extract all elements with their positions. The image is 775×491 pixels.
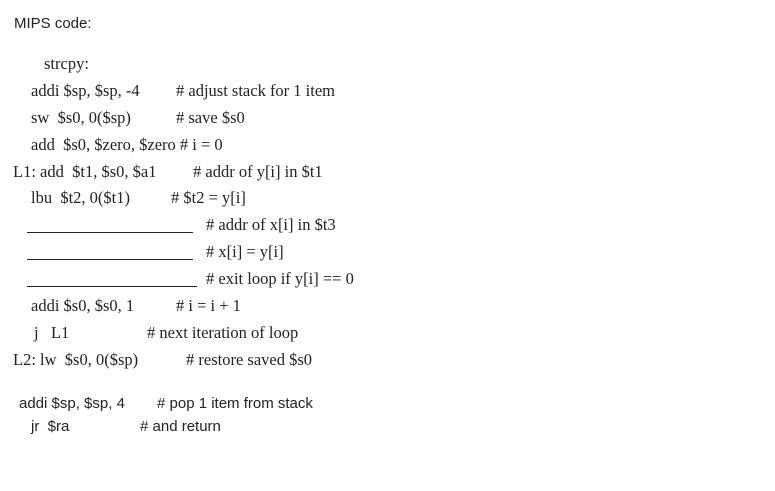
- code-line-4-comment: # addr of y[i] in $t1: [193, 162, 323, 181]
- code-line-4-instruction: L1: add $t1, $s0, $a1: [13, 162, 157, 181]
- code-line-3: add $s0, $zero, $zero # i = 0: [31, 135, 223, 154]
- code-line-2-instruction: sw $s0, 0($sp): [31, 108, 131, 127]
- blank-line-2-comment: # x[i] = y[i]: [206, 242, 284, 261]
- blank-line-3: [27, 286, 197, 287]
- code-line-9-instruction: addi $s0, $s0, 1: [31, 296, 135, 315]
- code-line-11-instruction: L2: lw $s0, 0($sp): [13, 350, 139, 369]
- blank-line-2: [27, 259, 193, 260]
- code-line-1-comment: # adjust stack for 1 item: [176, 81, 336, 100]
- code-line-5-instruction: lbu $t2, 0($t1): [31, 188, 130, 207]
- page-header: MIPS code:: [14, 15, 92, 32]
- code-line-10-instruction: j L1: [34, 323, 70, 342]
- code-line-12-instruction: addi $sp, $sp, 4: [19, 395, 125, 412]
- code-line-13-instruction: jr $ra: [31, 418, 70, 435]
- code-line-5-comment: # $t2 = y[i]: [171, 188, 246, 207]
- blank-line-1: [27, 232, 193, 233]
- code-line-12-comment: # pop 1 item from stack: [157, 395, 313, 412]
- code-line-11-comment: # restore saved $s0: [186, 350, 313, 369]
- code-line-2-comment: # save $s0: [176, 108, 245, 127]
- code-line-1-instruction: addi $sp, $sp, -4: [31, 81, 140, 100]
- code-line-13-comment: # and return: [140, 418, 221, 435]
- blank-line-1-comment: # addr of x[i] in $t3: [206, 215, 336, 234]
- code-line-9-comment: # i = i + 1: [176, 296, 241, 315]
- function-label: strcpy:: [44, 54, 89, 73]
- code-line-10-comment: # next iteration of loop: [147, 323, 299, 342]
- blank-line-3-comment: # exit loop if y[i] == 0: [206, 269, 354, 288]
